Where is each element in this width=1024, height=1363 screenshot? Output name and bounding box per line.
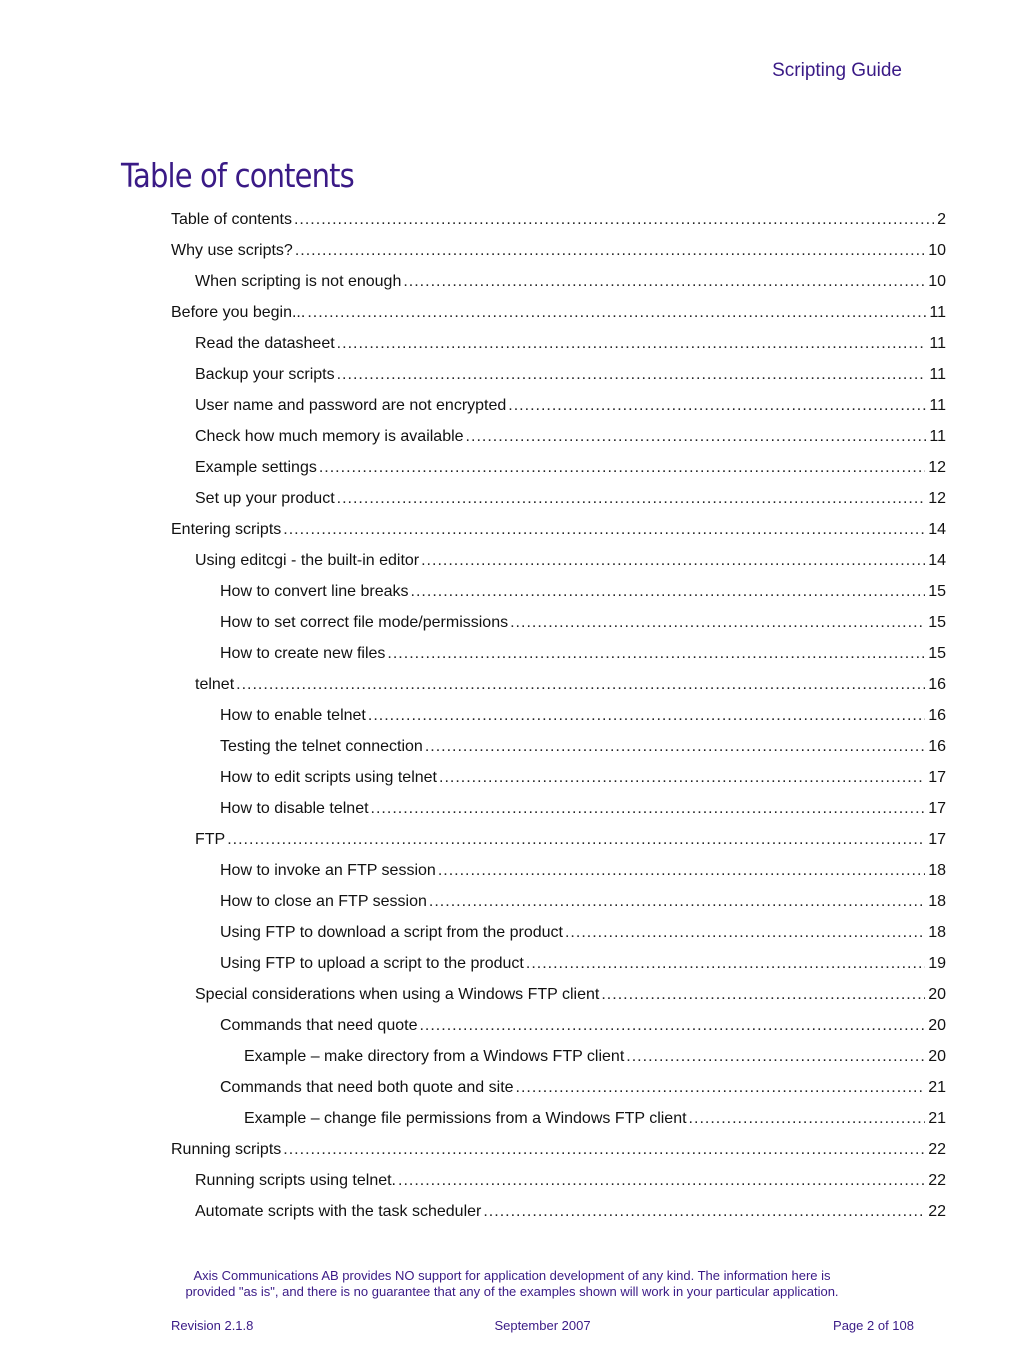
- toc-entry[interactable]: [171, 235, 946, 266]
- toc-entry-page: 17: [928, 831, 946, 848]
- toc-entry-title: How to invoke an FTP session: [220, 862, 436, 879]
- toc-entry[interactable]: [171, 731, 946, 762]
- toc-entry-page: 16: [928, 707, 946, 724]
- toc-entry-title: Check how much memory is available: [195, 428, 464, 445]
- toc-entry[interactable]: [171, 917, 946, 948]
- toc-leader-dots: [439, 762, 925, 793]
- toc-entry-page: 15: [928, 614, 946, 631]
- toc-entry[interactable]: [171, 1041, 946, 1072]
- toc-leader-dots: [307, 297, 926, 328]
- toc-entry-title: Testing the telnet connection: [220, 738, 423, 755]
- footer-revision: Revision 2.1.8: [171, 1318, 254, 1333]
- toc-leader-dots: [626, 1041, 925, 1072]
- toc-entry-page: 10: [928, 273, 946, 290]
- toc-entry-title: Entering scripts: [171, 521, 282, 538]
- toc-entry-page: 14: [928, 552, 946, 569]
- toc-entry-page: 18: [928, 862, 946, 879]
- toc-entry-title: FTP: [195, 831, 226, 848]
- toc-entry[interactable]: [171, 824, 946, 855]
- toc-entry-title: Example settings: [195, 459, 317, 476]
- toc-leader-dots: [319, 452, 925, 483]
- toc-entry-title: How to create new files: [220, 645, 386, 662]
- toc-entry-title: Example – make directory from a Windows FTP client: [244, 1048, 625, 1065]
- toc-entry-title: Running scripts using telnet.: [195, 1172, 396, 1189]
- toc-entry-title: Commands that need quote: [220, 1017, 418, 1034]
- toc-entry[interactable]: [171, 483, 946, 514]
- toc-entry-page: 20: [928, 1017, 946, 1034]
- footer-page-number: Page 2 of 108: [833, 1318, 914, 1333]
- toc-entry[interactable]: [171, 607, 946, 638]
- toc-entry-page: 17: [928, 769, 946, 786]
- toc-entry-page: 20: [928, 1048, 946, 1065]
- toc-leader-dots: [508, 390, 926, 421]
- toc-entry-page: 21: [928, 1110, 946, 1127]
- toc-entry-title: Using FTP to download a script from the product: [220, 924, 563, 941]
- toc-entry-page: 11: [929, 366, 946, 383]
- toc-leader-dots: [516, 1072, 926, 1103]
- toc-entry[interactable]: [171, 328, 946, 359]
- disclaimer: [150, 1268, 874, 1300]
- page-footer: [171, 1318, 914, 1334]
- toc-entry[interactable]: [171, 979, 946, 1010]
- toc-entry-title: Read the datasheet: [195, 335, 335, 352]
- toc-entry-page: 11: [929, 428, 946, 445]
- toc-entry-title: How to disable telnet: [220, 800, 369, 817]
- toc-entry-title: How to close an FTP session: [220, 893, 427, 910]
- toc-entry[interactable]: [171, 1165, 946, 1196]
- toc-entry-page: 12: [928, 459, 946, 476]
- toc-entry[interactable]: [171, 886, 946, 917]
- toc-entry-title: telnet: [195, 676, 235, 693]
- toc-leader-dots: [371, 793, 926, 824]
- toc-entry-page: 15: [928, 645, 946, 662]
- toc-leader-dots: [403, 266, 925, 297]
- toc-entry-page: 18: [928, 924, 946, 941]
- toc-entry[interactable]: [171, 638, 946, 669]
- toc-entry-page: 15: [928, 583, 946, 600]
- toc-entry[interactable]: [171, 855, 946, 886]
- toc-entry[interactable]: [171, 576, 946, 607]
- toc-entry-title: Using editcgi - the built-in editor: [195, 552, 420, 569]
- toc-entry-title: How to convert line breaks: [220, 583, 409, 600]
- toc-entry-title: Set up your product: [195, 490, 335, 507]
- disclaimer-line: Axis Communications AB provides NO support for application development of any kind. The information here is: [193, 1268, 831, 1283]
- toc-leader-dots: [438, 855, 925, 886]
- toc-heading: Table of contents: [121, 156, 354, 195]
- toc-entry[interactable]: [171, 204, 946, 235]
- toc-leader-dots: [294, 204, 934, 235]
- toc-leader-dots: [483, 1196, 925, 1227]
- toc-entry-page: 10: [928, 242, 946, 259]
- toc-entry[interactable]: [171, 1010, 946, 1041]
- toc-entry-title: Using FTP to upload a script to the product: [220, 955, 524, 972]
- toc-leader-dots: [236, 669, 925, 700]
- toc-entry[interactable]: [171, 390, 946, 421]
- toc-leader-dots: [510, 607, 925, 638]
- toc-leader-dots: [337, 328, 927, 359]
- toc-entry-page: 18: [928, 893, 946, 910]
- toc-entry-page: 16: [928, 738, 946, 755]
- toc-leader-dots: [398, 1165, 925, 1196]
- toc-entry-title: Before you begin...: [171, 304, 306, 321]
- toc-entry[interactable]: [171, 545, 946, 576]
- toc-entry[interactable]: [171, 1103, 946, 1134]
- toc-entry-page: 11: [929, 335, 946, 352]
- toc-entry-page: 11: [929, 397, 946, 414]
- toc-entry-title: Special considerations when using a Windows FTP client: [195, 986, 600, 1003]
- toc-entry-title: Commands that need both quote and site: [220, 1079, 514, 1096]
- toc-entry[interactable]: [171, 762, 946, 793]
- toc-leader-dots: [337, 359, 927, 390]
- toc-leader-dots: [466, 421, 927, 452]
- toc-entry-page: 22: [928, 1203, 946, 1220]
- toc-entry-page: 14: [928, 521, 946, 538]
- toc-entry-title: Running scripts: [171, 1141, 282, 1158]
- toc-entry[interactable]: [171, 514, 946, 545]
- toc-leader-dots: [227, 824, 925, 855]
- toc-entry-title: User name and password are not encrypted: [195, 397, 507, 414]
- toc-entry-title: Automate scripts with the task scheduler: [195, 1203, 482, 1220]
- toc-entry[interactable]: [171, 359, 946, 390]
- toc-leader-dots: [601, 979, 925, 1010]
- toc-entry-page: 11: [929, 304, 946, 321]
- toc-entry-page: 17: [928, 800, 946, 817]
- toc-entry-title: Why use scripts?: [171, 242, 293, 259]
- toc-entry-title: How to set correct file mode/permissions: [220, 614, 509, 631]
- toc-leader-dots: [526, 948, 925, 979]
- toc-entry[interactable]: [171, 297, 946, 328]
- toc-entry-title: How to enable telnet: [220, 707, 366, 724]
- toc-entry-page: 20: [928, 986, 946, 1003]
- toc-leader-dots: [368, 700, 925, 731]
- footer-date: September 2007: [494, 1318, 591, 1333]
- toc-entry-page: 21: [928, 1079, 946, 1096]
- toc-leader-dots: [283, 514, 925, 545]
- toc-entry[interactable]: [171, 266, 946, 297]
- toc-entry-page: 22: [928, 1172, 946, 1189]
- toc-leader-dots: [337, 483, 926, 514]
- disclaimer-line: provided "as is", and there is no guarantee that any of the examples shown will work in your particular application.: [185, 1284, 839, 1299]
- toc-leader-dots: [283, 1134, 925, 1165]
- toc-entry-page: 22: [928, 1141, 946, 1158]
- toc-leader-dots: [411, 576, 926, 607]
- toc-entry[interactable]: [171, 1196, 946, 1227]
- toc-entry-title: When scripting is not enough: [195, 273, 402, 290]
- toc-leader-dots: [689, 1103, 926, 1134]
- toc-leader-dots: [387, 638, 925, 669]
- toc-entry-page: 19: [928, 955, 946, 972]
- toc-entry[interactable]: [171, 669, 946, 700]
- toc-entry-page: 12: [928, 490, 946, 507]
- toc-entry-title: Backup your scripts: [195, 366, 335, 383]
- toc-entry-page: 2: [937, 211, 946, 228]
- toc-entry[interactable]: [171, 948, 946, 979]
- toc-entry[interactable]: [171, 793, 946, 824]
- toc-entry[interactable]: [171, 421, 946, 452]
- toc-leader-dots: [421, 545, 925, 576]
- toc-leader-dots: [425, 731, 925, 762]
- toc-entry[interactable]: [171, 452, 946, 483]
- toc-leader-dots: [419, 1010, 925, 1041]
- toc-list: [171, 204, 946, 1227]
- toc-entry[interactable]: [171, 700, 946, 731]
- toc-entry[interactable]: [171, 1134, 946, 1165]
- toc-entry-title: Table of contents: [171, 211, 292, 228]
- toc-entry-page: 16: [928, 676, 946, 693]
- toc-entry-title: How to edit scripts using telnet: [220, 769, 437, 786]
- toc-leader-dots: [429, 886, 925, 917]
- toc-leader-dots: [565, 917, 925, 948]
- toc-leader-dots: [295, 235, 925, 266]
- document-header-title: Scripting Guide: [772, 60, 902, 81]
- toc-entry-title: Example – change file permissions from a Windows FTP client: [244, 1110, 687, 1127]
- toc-entry[interactable]: [171, 1072, 946, 1103]
